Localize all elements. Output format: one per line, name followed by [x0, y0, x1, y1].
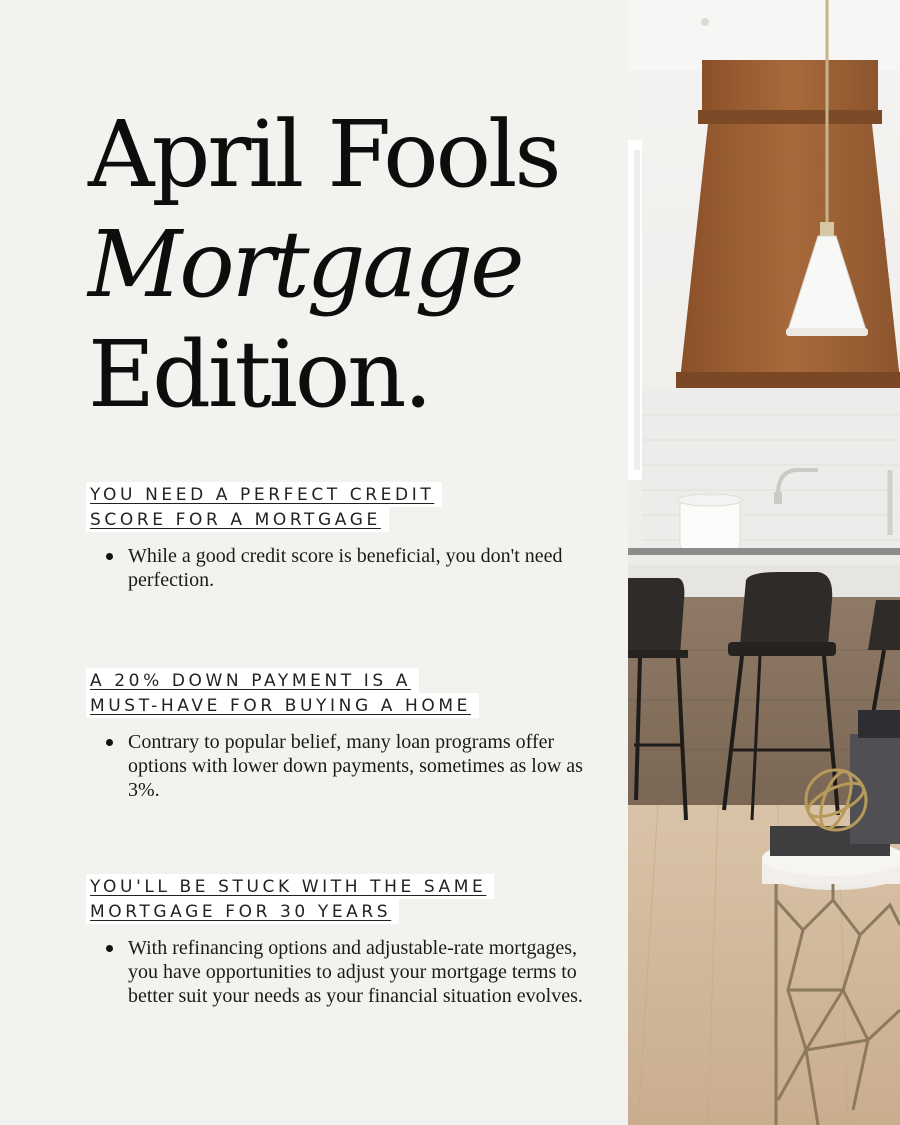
kitchen-photo — [628, 0, 900, 1125]
myth-heading-line-2: MORTGAGE FOR 30 YEARS — [86, 899, 399, 924]
title-line-1: April Fools — [88, 101, 559, 208]
myth-heading-line-1: YOU'LL BE STUCK WITH THE SAME — [86, 874, 494, 899]
title-line-2: Mortgage — [88, 211, 522, 318]
myth-item — [86, 874, 586, 1008]
fact-bullet: While a good credit score is beneficial, you don't need perfection. — [86, 544, 586, 592]
kitchen-illustration — [628, 0, 900, 1125]
myth-heading — [86, 874, 494, 924]
myth-heading-line-1: YOU NEED A PERFECT CREDIT — [86, 482, 442, 507]
myth-item — [86, 668, 586, 802]
myth-item — [86, 482, 586, 592]
myth-heading-line-2: MUST-HAVE FOR BUYING A HOME — [86, 693, 479, 718]
fact-bullet: Contrary to popular belief, many loan programs offer options with lower down payments, sometimes as low as 3%. — [86, 730, 586, 802]
myth-heading-line-2: SCORE FOR A MORTGAGE — [86, 507, 389, 532]
fact-bullet: With refinancing options and adjustable-rate mortgages, you have opportunities to adjust your mortgage terms to better suit your needs as your financial situation evolves. — [86, 936, 586, 1008]
myth-heading — [86, 668, 479, 718]
myth-heading — [86, 482, 442, 532]
title-line-3: Edition. — [88, 321, 430, 428]
page-title — [88, 100, 559, 430]
myth-heading-line-1: A 20% DOWN PAYMENT IS A — [86, 668, 419, 693]
